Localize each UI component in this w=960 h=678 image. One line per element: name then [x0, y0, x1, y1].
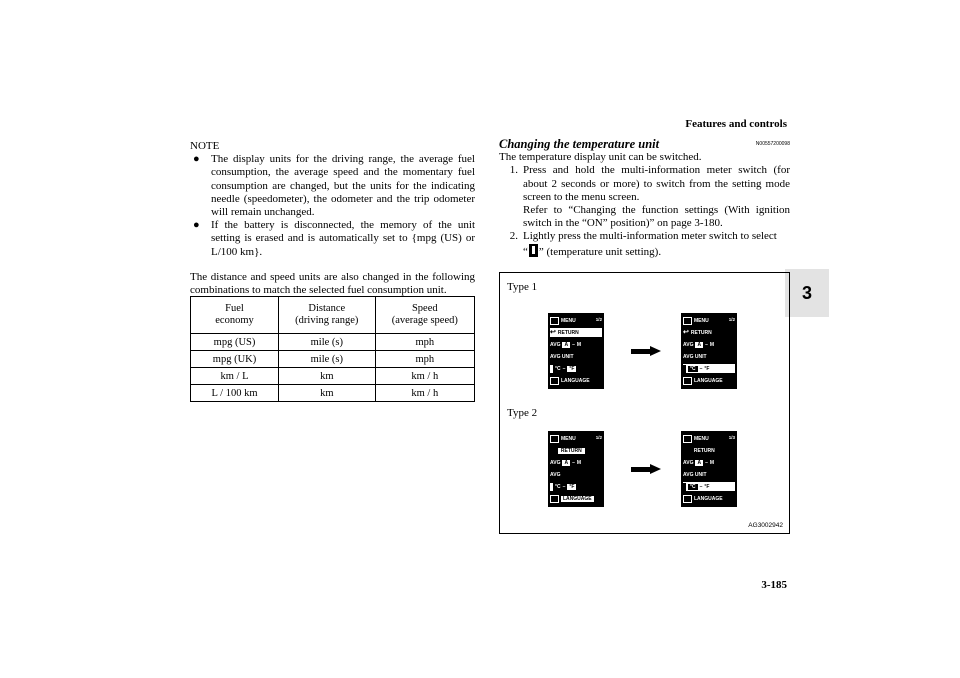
- table-cell: mile (s): [279, 334, 376, 351]
- note-label: NOTE: [190, 140, 220, 152]
- figure-code: AG3002942: [748, 522, 783, 529]
- step-2: 2. Lightly press the multi-information meter switch to select “ ” (temperature unit setting).: [499, 230, 790, 258]
- col-header-fuel: Fuel economy: [191, 297, 279, 334]
- type1-label: Type 1: [507, 281, 538, 293]
- table-cell: mile (s): [279, 351, 376, 368]
- bullet-icon: ●: [193, 153, 200, 166]
- step-text: Press and hold the multi-information meter switch (for about 2 seconds or more) to switch from the setting mode screen to the menu screen.: [523, 164, 790, 203]
- table-cell: km: [279, 385, 376, 402]
- language-icon: [683, 495, 692, 503]
- figure-box: [499, 272, 790, 534]
- thermometer-icon: [550, 365, 553, 373]
- display-screen: MENU 1/2 ↩ RETURN AVG A – M AVG UNIT °C – °F LANGUAGE: [548, 313, 604, 389]
- paragraph: The distance and speed units are also changed in the following combinations to match the selected fuel consumption unit.: [190, 270, 475, 297]
- thermometer-icon: [550, 483, 553, 491]
- right-arrow-icon: [631, 346, 661, 356]
- step-text: Lightly press the multi-information meter switch to select: [523, 230, 777, 243]
- display-screen: MENU 1/2 ↩ RETURN AVG A – M AVG UNIT °C – °F LANGUAGE: [681, 313, 737, 389]
- return-arrow-icon: ↩: [550, 447, 556, 454]
- chapter-tab: 3: [785, 269, 829, 317]
- return-arrow-icon: ↩: [550, 329, 556, 336]
- thermometer-icon: [683, 365, 686, 373]
- right-column: [499, 138, 790, 259]
- step-text-cont: ” (temperature unit setting).: [538, 245, 662, 258]
- step-number: 1.: [509, 164, 518, 177]
- return-arrow-icon: ↩: [683, 329, 689, 336]
- right-arrow-icon: [631, 464, 661, 474]
- table-row: [191, 385, 475, 402]
- menu-icon: [550, 435, 559, 443]
- col-header-speed: Speed (average speed): [375, 297, 474, 334]
- table-header-row: [191, 297, 475, 334]
- table-cell: km / h: [375, 368, 474, 385]
- thermometer-icon: [683, 483, 686, 491]
- bullet-icon: ●: [193, 219, 200, 232]
- running-header: Features and controls: [685, 118, 787, 130]
- language-icon: [550, 495, 559, 503]
- table-row: [191, 368, 475, 385]
- intro-text: The temperature display unit can be switched.: [499, 151, 702, 164]
- table-cell: km / h: [375, 385, 474, 402]
- step-reference: Refer to “Changing the function settings (With ignition switch in the “ON” position)” on page 3-180.: [523, 204, 790, 230]
- step-number: 2.: [509, 230, 518, 243]
- section-code: N00557200098: [755, 141, 790, 147]
- step-1: [499, 164, 790, 230]
- section-title: [499, 138, 790, 151]
- table-cell: mpg (US): [191, 334, 279, 351]
- menu-icon: [683, 435, 692, 443]
- left-column: [190, 140, 475, 297]
- note-text: If the battery is disconnected, the memory of the unit setting is erased and is automatically set to {mpg (US) or L/100 km}.: [211, 219, 475, 258]
- page-number: 3-185: [761, 579, 787, 591]
- thermometer-icon: [529, 244, 538, 257]
- note-bullet: [190, 219, 475, 259]
- menu-icon: [550, 317, 559, 325]
- table-cell: mpg (UK): [191, 351, 279, 368]
- display-screen: MENU 1/2 ↩ RETURN AVG A – M AVG °C – °F LANGUAGE: [548, 431, 604, 507]
- note-text: The display units for the driving range, the average fuel consumption, the average speed and the momentary fuel consumption are changed, but the units for the indicating needle (speedometer), the odometer and the trip odometer will remain unchanged.: [211, 153, 475, 219]
- return-arrow-icon: ↩: [683, 447, 689, 454]
- language-icon: [550, 377, 559, 385]
- table-cell: mph: [375, 351, 474, 368]
- table-cell: mph: [375, 334, 474, 351]
- table-cell: km / L: [191, 368, 279, 385]
- language-icon: [683, 377, 692, 385]
- table-cell: km: [279, 368, 376, 385]
- col-header-distance: Distance (driving range): [279, 297, 376, 334]
- display-screen: MENU 1/3 ↩ RETURN AVG A – M AVG UNIT °C – °F LANGUAGE: [681, 431, 737, 507]
- note-bullet: [190, 153, 475, 219]
- menu-icon: [683, 317, 692, 325]
- table-row: [191, 334, 475, 351]
- table-cell: L / 100 km: [191, 385, 279, 402]
- units-table: [190, 296, 475, 402]
- table-row: [191, 351, 475, 368]
- section-title-text: Changing the temperature unit: [499, 137, 660, 151]
- type2-label: Type 2: [507, 407, 538, 419]
